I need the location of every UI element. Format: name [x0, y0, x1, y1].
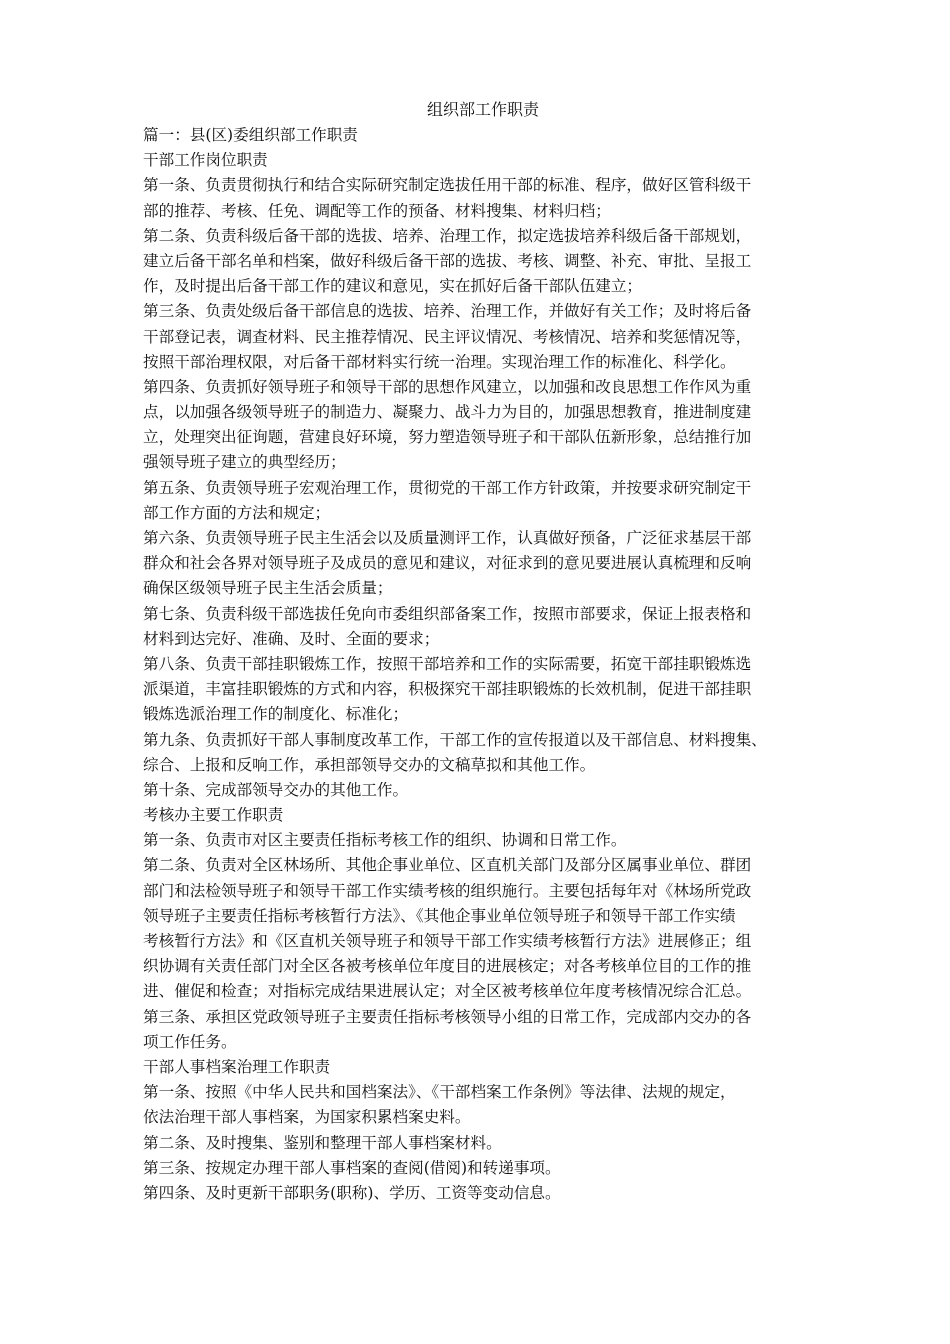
text-line: 部工作方面的方法和规定； — [143, 503, 331, 522]
text-line: 第七条、负责科级干部选拔任免向市委组织部备案工作，按照市部要求，保证上报表格和 — [143, 604, 752, 623]
text-line: 考核办主要工作职责 — [143, 806, 284, 825]
text-line: 部门和法检领导班子和领导干部工作实绩考核的组织施行。主要包括每年对《林场所党政 — [143, 881, 752, 900]
text-line: 第九条、负责抓好干部人事制度改革工作，干部工作的宣传报道以及干部信息、材料搜集、 — [143, 730, 767, 749]
text-line: 第四条、负责抓好领导班子和领导干部的思想作风建立，以加强和改良思想工作作风为重 — [143, 377, 752, 396]
text-line: 点，以加强各级领导班子的制造力、凝聚力、战斗力为目的，加强思想教育，推进制度建 — [143, 403, 752, 422]
document-body — [143, 123, 823, 1206]
text-line: 材料到达完好、准确、及时、全面的要求； — [143, 629, 440, 648]
text-line: 第十条、完成部领导交办的其他工作。 — [143, 780, 409, 799]
text-line: 第三条、按规定办理干部人事档案的查阅(借阅)和转递事项。 — [143, 1158, 561, 1177]
text-line: 进、催促和检查；对指标完成结果进展认定；对全区被考核单位年度考核情况综合汇总。 — [143, 982, 752, 1001]
text-line: 第二条、负责对全区林场所、其他企事业单位、区直机关部门及部分区属事业单位、群团 — [143, 856, 752, 875]
text-line: 第五条、负责领导班子宏观治理工作，贯彻党的干部工作方针政策，并按要求研究制定干 — [143, 478, 752, 497]
text-line: 第八条、负责干部挂职锻炼工作，按照干部培养和工作的实际需要，拓宽干部挂职锻炼选 — [143, 654, 752, 673]
text-line: 第六条、负责领导班子民主生活会以及质量测评工作，认真做好预备，广泛征求基层干部 — [143, 529, 752, 547]
document-page — [143, 97, 823, 1206]
text-line: 第一条、负责贯彻执行和结合实际研究制定选拔任用干部的标准、程序，做好区管科级干 — [143, 176, 752, 195]
text-line: 派渠道，丰富挂职锻炼的方式和内容，积极探究干部挂职锻炼的长效机制，促进干部挂职 — [143, 680, 752, 699]
text-line: 第一条、按照《中华人民共和国档案法》、《干部档案工作条例》等法律、法规的规定， — [143, 1083, 736, 1102]
text-line: 立，处理突出征询题，营建良好环境，努力塑造领导班子和干部队伍新形象，总结推行加 — [143, 428, 752, 447]
text-line: 篇一：县(区)委组织部工作职责 — [143, 126, 358, 144]
text-line: 干部工作岗位职责 — [143, 151, 268, 170]
text-line: 按照干部治理权限，对后备干部材料实行统一治理。实现治理工作的标准化、科学化。 — [143, 352, 736, 371]
text-line: 项工作任务。 — [143, 1032, 237, 1051]
text-line: 强领导班子建立的典型经历； — [143, 453, 346, 472]
text-line: 第二条、及时搜集、鉴别和整理干部人事档案材料。 — [143, 1133, 502, 1152]
text-line: 综合、上报和反响工作，承担部领导交办的文稿草拟和其他工作。 — [143, 755, 596, 774]
text-line: 部的推荐、考核、任免、调配等工作的预备、材料搜集、材料归档； — [143, 201, 611, 220]
document-title: 组织部工作职责 — [426, 100, 539, 119]
text-line: 第三条、承担区党政领导班子主要责任指标考核领导小组的日常工作，完成部内交办的各 — [143, 1007, 752, 1026]
text-line: 作，及时提出后备干部工作的建议和意见，实在抓好后备干部队伍建立； — [143, 277, 643, 296]
text-line: 干部人事档案治理工作职责 — [143, 1057, 331, 1076]
text-line: 考核暂行方法》和《区直机关领导班子和领导干部工作实绩考核暂行方法》进展修正；组 — [143, 932, 752, 950]
text-line: 领导班子主要责任指标考核暂行方法》、《其他企事业单位领导班子和领导干部工作实绩 — [143, 906, 736, 925]
text-line: 锻炼选派治理工作的制度化、标准化； — [143, 705, 409, 724]
text-line: 第一条、负责市对区主要责任指标考核工作的组织、协调和日常工作。 — [143, 831, 627, 850]
text-line: 建立后备干部名单和档案，做好科级后备干部的选拔、考核、调整、补充、审批、呈报工 — [143, 251, 752, 270]
text-line: 依法治理干部人事档案，为国家积累档案史料。 — [143, 1108, 471, 1127]
text-line: 织协调有关责任部门对全区各被考核单位年度目的进展核定；对各考核单位目的工作的推 — [143, 957, 752, 976]
text-line: 确保区级领导班子民主生活会质量； — [143, 579, 393, 598]
text-line: 第三条、负责处级后备干部信息的选拔、培养、治理工作，并做好有关工作；及时将后备 — [143, 302, 752, 321]
text-line: 群众和社会各界对领导班子及成员的意见和建议，对征求到的意见要进展认真梳理和反响 — [143, 554, 752, 573]
text-line: 第四条、及时更新干部职务(职称)、学历、工资等变动信息。 — [143, 1183, 561, 1202]
text-line: 第二条、负责科级后备干部的选拔、培养、治理工作，拟定选拔培养科级后备干部规划， — [143, 226, 752, 245]
text-line: 干部登记表，调查材料、民主推荐情况、民主评议情况、考核情况、培养和奖惩情况等， — [143, 327, 752, 346]
